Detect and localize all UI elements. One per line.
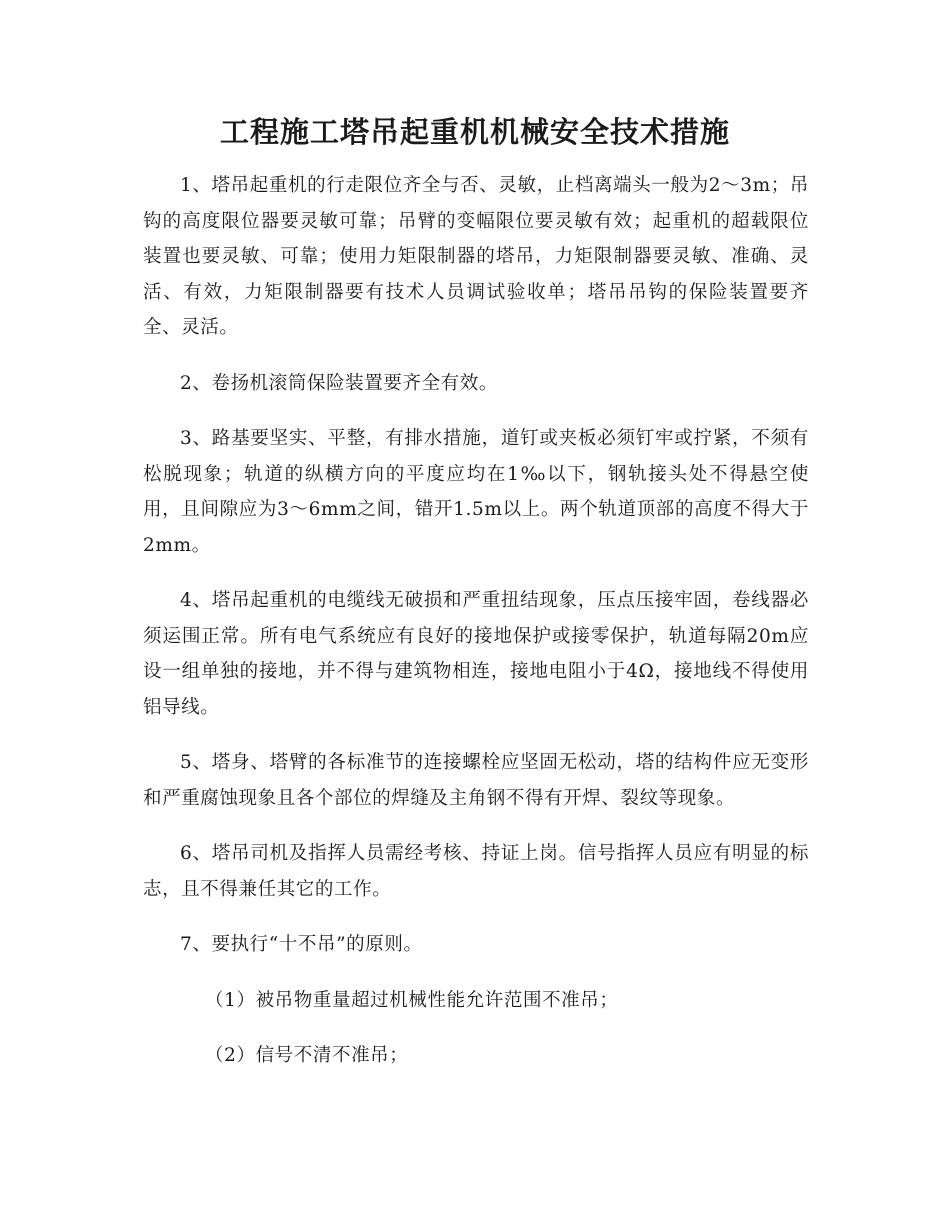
- sub-item-1: （1）被吊物重量超过机械性能允许范围不准吊；: [205, 989, 619, 1011]
- document-body: [143, 168, 809, 1094]
- paragraph-2: 2、卷扬机滚筒保险装置要齐全有效。: [180, 372, 498, 394]
- paragraph-5: 5、塔身、塔臂的各标准节的连接螺栓应坚固无松动，塔的结构件应无变形和严重腐蚀现象且各个部位的焊缝及主角钢不得有开焊、裂纹等现象。: [143, 752, 809, 809]
- paragraph-7: 7、要执行“十不吊”的原则。: [180, 934, 423, 955]
- paragraph-4: 4、塔吊起重机的电缆线无破损和严重扭结现象，压点压接牢固，卷线器必须运围正常。所有电气系统应有良好的接地保护或接零保护，轨道每隔20m应设一组单独的接地，并不得与建筑物相连，接地电阻小于4Ω，接地线不得使用铝导线。: [143, 590, 809, 718]
- sub-item-2: （2）信号不清不准吊；: [205, 1045, 409, 1066]
- paragraph-6: 6、塔吊司机及指挥人员需经考核、持证上岗。信号指挥人员应有明显的标志，且不得兼任其它的工作。: [143, 843, 809, 900]
- document-title: 工程施工塔吊起重机机械安全技术措施: [219, 115, 730, 149]
- paragraph-3: 3、路基要坚实、平整，有排水措施，道钉或夹板必须钉牢或拧紧，不须有松脱现象；轨道的纵横方向的平度应均在1‰以下，钢轨接头处不得悬空使用，且间隙应为3～6mm之间，错开1.5m以上。两个轨道顶部的高度不得大于2mm。: [143, 428, 809, 556]
- paragraph-1: 1、塔吊起重机的行走限位齐全与否、灵敏，止档离端头一般为2～3m；吊钩的高度限位器要灵敏可靠；吊臂的变幅限位要灵敏有效；起重机的超载限位装置也要灵敏、可靠；使用力矩限制器的塔吊，力矩限制器要灵敏、准确、灵活、有效，力矩限制器要有技术人员调试验收单；塔吊吊钩的保险装置要齐全、灵活。: [143, 175, 809, 338]
